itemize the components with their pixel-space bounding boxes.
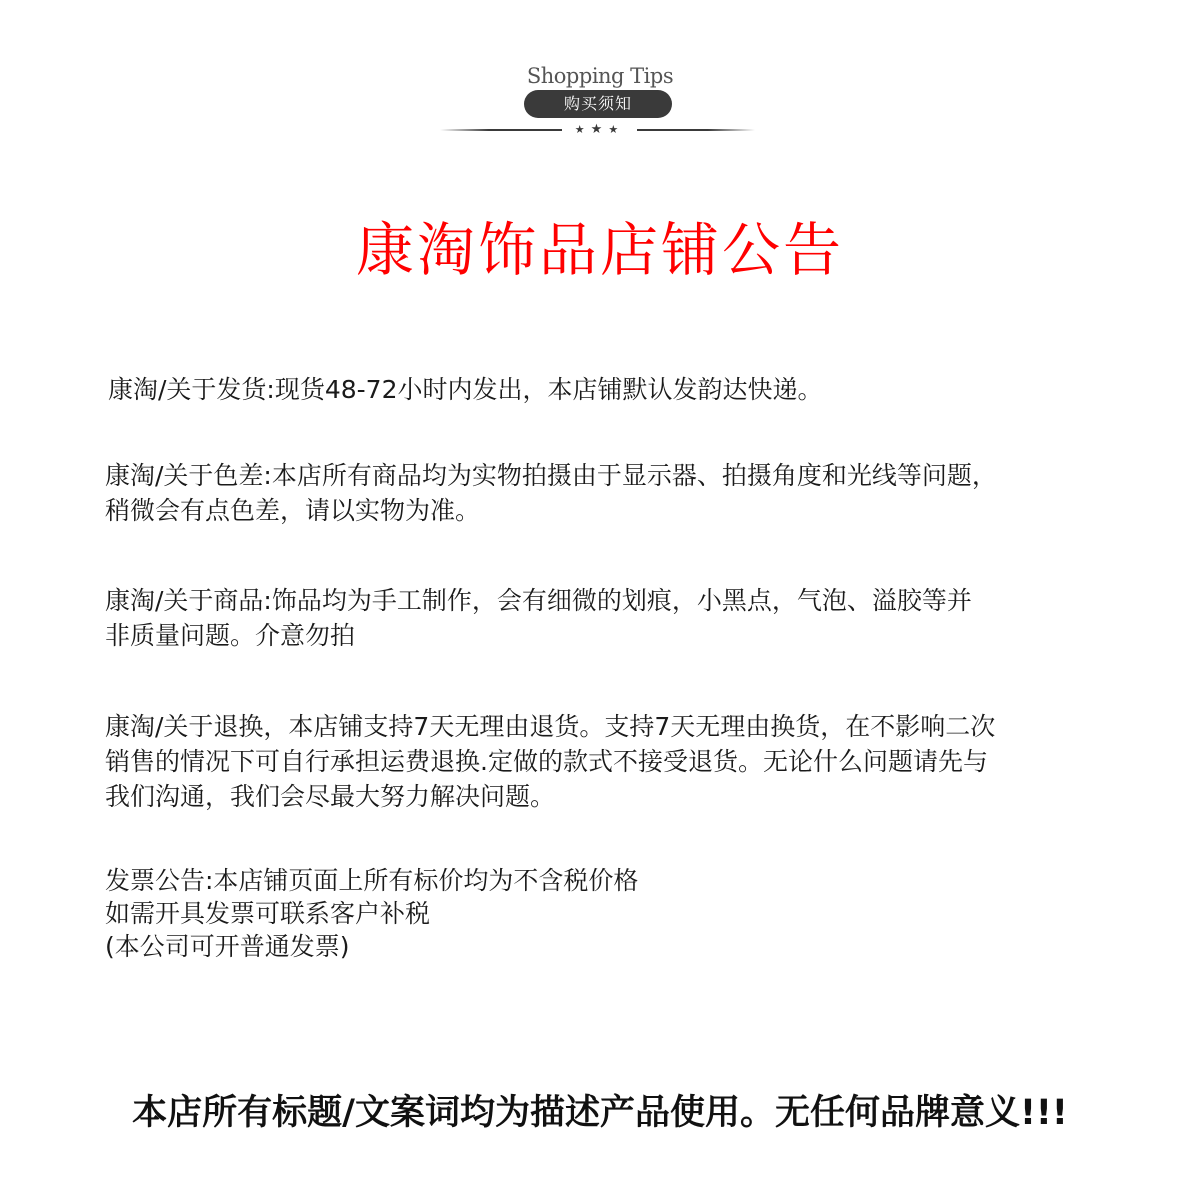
divider-right <box>637 129 755 131</box>
notice-line: 康淘/关于商品:饰品均为手工制作，会有细微的划痕，小黑点，气泡、溢胶等并 <box>105 586 972 615</box>
notice-line: 如需开具发票可联系客户补税 <box>105 899 431 928</box>
notice-line: 稍微会有点色差，请以实物为准。 <box>105 496 481 525</box>
shopping-tips-english-title: Shopping Tips <box>526 64 674 88</box>
brand-disclaimer: 本店所有标题/文案词均为描述产品使用。无任何品牌意义!!! <box>132 1093 1068 1133</box>
notice-line: 康淘/关于退换，本店铺支持7天无理由退货。支持7天无理由换货，在不影响二次 <box>105 712 996 741</box>
notice-color-difference <box>105 458 1115 528</box>
notice-line: (本公司可开普通发票) <box>105 932 350 961</box>
page-title: 康淘饰品店铺公告 <box>355 216 844 284</box>
star-ornament-icon: ★★★ <box>574 122 625 137</box>
divider-left <box>440 129 562 131</box>
shopping-tips-chinese-badge: 购买须知 <box>524 90 672 118</box>
notice-product <box>105 583 1115 653</box>
shopping-tips-header <box>0 60 1200 140</box>
notice-line: 康淘/关于色差:本店所有商品均为实物拍摄由于显示器、拍摄角度和光线等问题， <box>105 461 997 490</box>
notice-line: 销售的情况下可自行承担运费退换.定做的款式不接受退货。无论什么问题请先与 <box>105 747 988 776</box>
notice-returns <box>105 709 1115 814</box>
notice-line: 我们沟通，我们会尽最大努力解决问题。 <box>105 782 556 811</box>
notice-line: 非质量问题。介意勿拍 <box>105 621 356 650</box>
notice-line: 发票公告:本店铺页面上所有标价均为不含税价格 <box>105 866 639 895</box>
notice-invoice <box>105 864 1115 963</box>
notice-shipping <box>108 372 1118 407</box>
notice-line: 康淘/关于发货:现货48-72小时内发出，本店铺默认发韵达快递。 <box>108 375 823 404</box>
